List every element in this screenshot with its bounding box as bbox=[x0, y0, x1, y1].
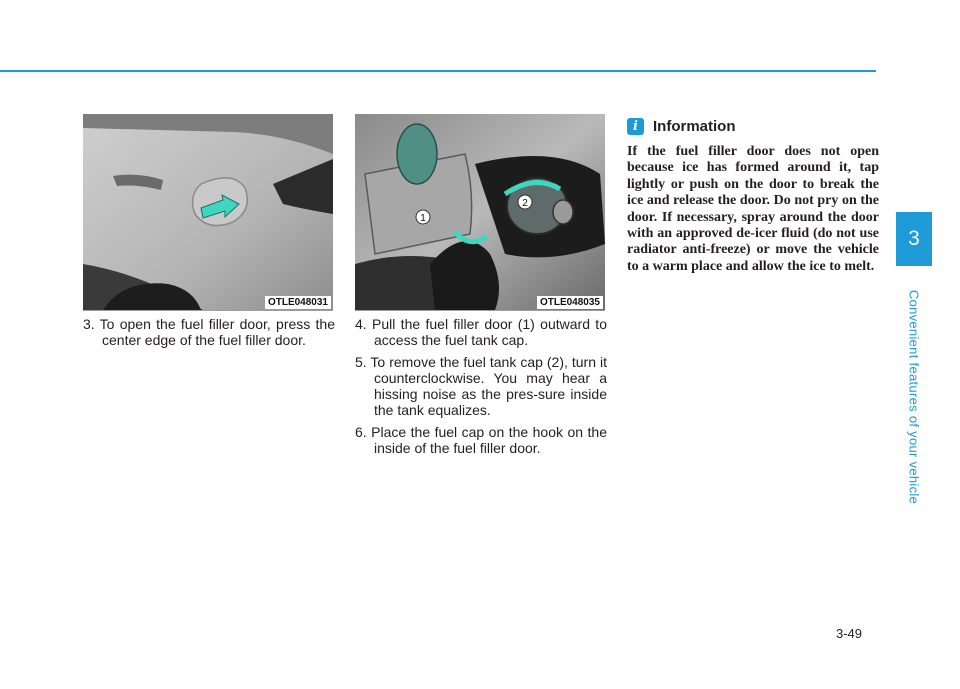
step-3: 3. To open the fuel filler door, press the center edge of the fuel filler door. bbox=[83, 316, 335, 348]
callout-2: 2 bbox=[522, 198, 528, 209]
chapter-title: Convenient features of your vehicle bbox=[906, 289, 922, 505]
callout-1: 1 bbox=[420, 213, 426, 224]
figure-rule bbox=[355, 310, 605, 311]
fuel-door-press-illustration bbox=[83, 114, 333, 310]
step-5: 5. To remove the fuel tank cap (2), turn it counterclockwise. You may hear a hissing noise as the pres-sure inside the tank equalizes. bbox=[355, 354, 607, 418]
information-header bbox=[627, 115, 736, 137]
page-number: 3-49 bbox=[836, 626, 863, 641]
step-6: 6. Place the fuel cap on the hook on the inside of the fuel filler door. bbox=[355, 424, 607, 456]
figure-fuel-door-press bbox=[83, 114, 333, 310]
figure-code: OTLE048031 bbox=[265, 296, 331, 309]
figure-code: OTLE048035 bbox=[537, 296, 603, 309]
step-4: 4. Pull the fuel filler door (1) outward to access the fuel tank cap. bbox=[355, 316, 607, 348]
chapter-tab: 3 bbox=[896, 212, 932, 266]
fuel-cap-removal-illustration bbox=[355, 114, 605, 310]
steps-column-left bbox=[83, 316, 335, 354]
info-icon: i bbox=[627, 118, 644, 135]
figure-rule bbox=[83, 310, 333, 311]
figure-fuel-cap-removal bbox=[355, 114, 605, 310]
steps-column-right bbox=[355, 316, 607, 462]
header-rule bbox=[0, 70, 876, 72]
information-text: If the fuel filler door does not open because ice has formed around it, tap lightly or push on the door to break the ice and release the door. Do not pry on the door. If necessary, spray around the door with an approved de-icer fluid (do not use radiator anti-freeze) or move the vehicle to a warm place and allow the ice to melt. bbox=[627, 144, 879, 274]
information-title: Information bbox=[653, 117, 736, 135]
